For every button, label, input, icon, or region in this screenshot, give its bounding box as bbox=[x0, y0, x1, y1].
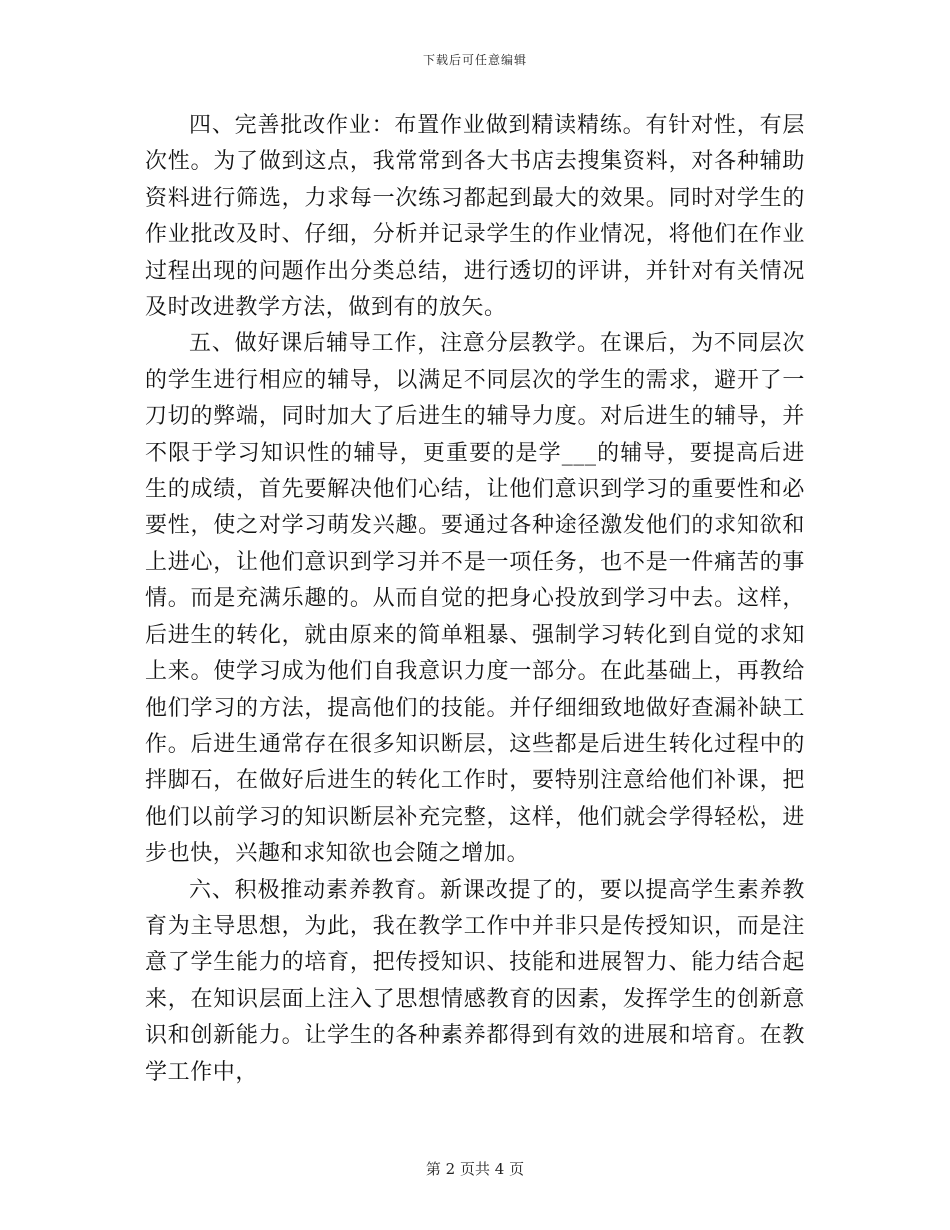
paragraph-tutoring: 五、做好课后辅导工作，注意分层教学。在课后，为不同层次的学生进行相应的辅导，以满足不同层次的学生的需求，避开了一刀切的弊端，同时加大了后进生的辅导力度。对后进生的辅导，并不限于学习知识性的辅导，更重要的是学___的辅导，要提高后进生的成绩，首先要解决他们心结，让他们意识到学习的重要性和必要性，使之对学习萌发兴趣。要通过各种途径激发他们的求知欲和上进心，让他们意识到学习并不是一项任务，也不是一件痛苦的事情。而是充满乐趣的。从而自觉的把身心投放到学习中去。这样，后进生的转化，就由原来的简单粗暴、强制学习转化到自觉的求知上来。使学习成为他们自我意识力度一部分。在此基础上，再教给他们学习的方法，提高他们的技能。并仔细细致地做好查漏补缺工作。后进生通常存在很多知识断层，这些都是后进生转化过程中的拌脚石，在做好后进生的转化工作时，要特别注意给他们补课，把他们以前学习的知识断层补充完整，这样，他们就会学得轻松，进步也快，兴趣和求知欲也会随之增加。 bbox=[145, 331, 805, 867]
paragraph-quality-education: 六、积极推动素养教育。新课改提了的，要以提高学生素养教育为主导思想，为此，我在教学工作中并非只是传授知识，而是注意了学生能力的培育，把传授知识、技能和进展智力、能力结合起来，在知识层面上注入了思想情感教育的因素，发挥学生的创新意识和创新能力。让学生的各种素养都得到有效的进展和培育。在教学工作中， bbox=[145, 877, 805, 1085]
page-header: 下载后可任意编辑 bbox=[422, 53, 527, 67]
page-footer: 第 2 页共 4 页 bbox=[425, 1160, 525, 1178]
document-body bbox=[145, 108, 805, 1091]
paragraph-homework: 四、完善批改作业：布置作业做到精读精练。有针对性，有层次性。为了做到这点，我常常到各大书店去搜集资料，对各种辅助资料进行筛选，力求每一次练习都起到最大的效果。同时对学生的作业批改及时、仔细，分析并记录学生的作业情况，将他们在作业过程出现的问题作出分类总结，进行透切的评讲，并针对有关情况及时改进教学方法，做到有的放矢。 bbox=[145, 113, 805, 321]
